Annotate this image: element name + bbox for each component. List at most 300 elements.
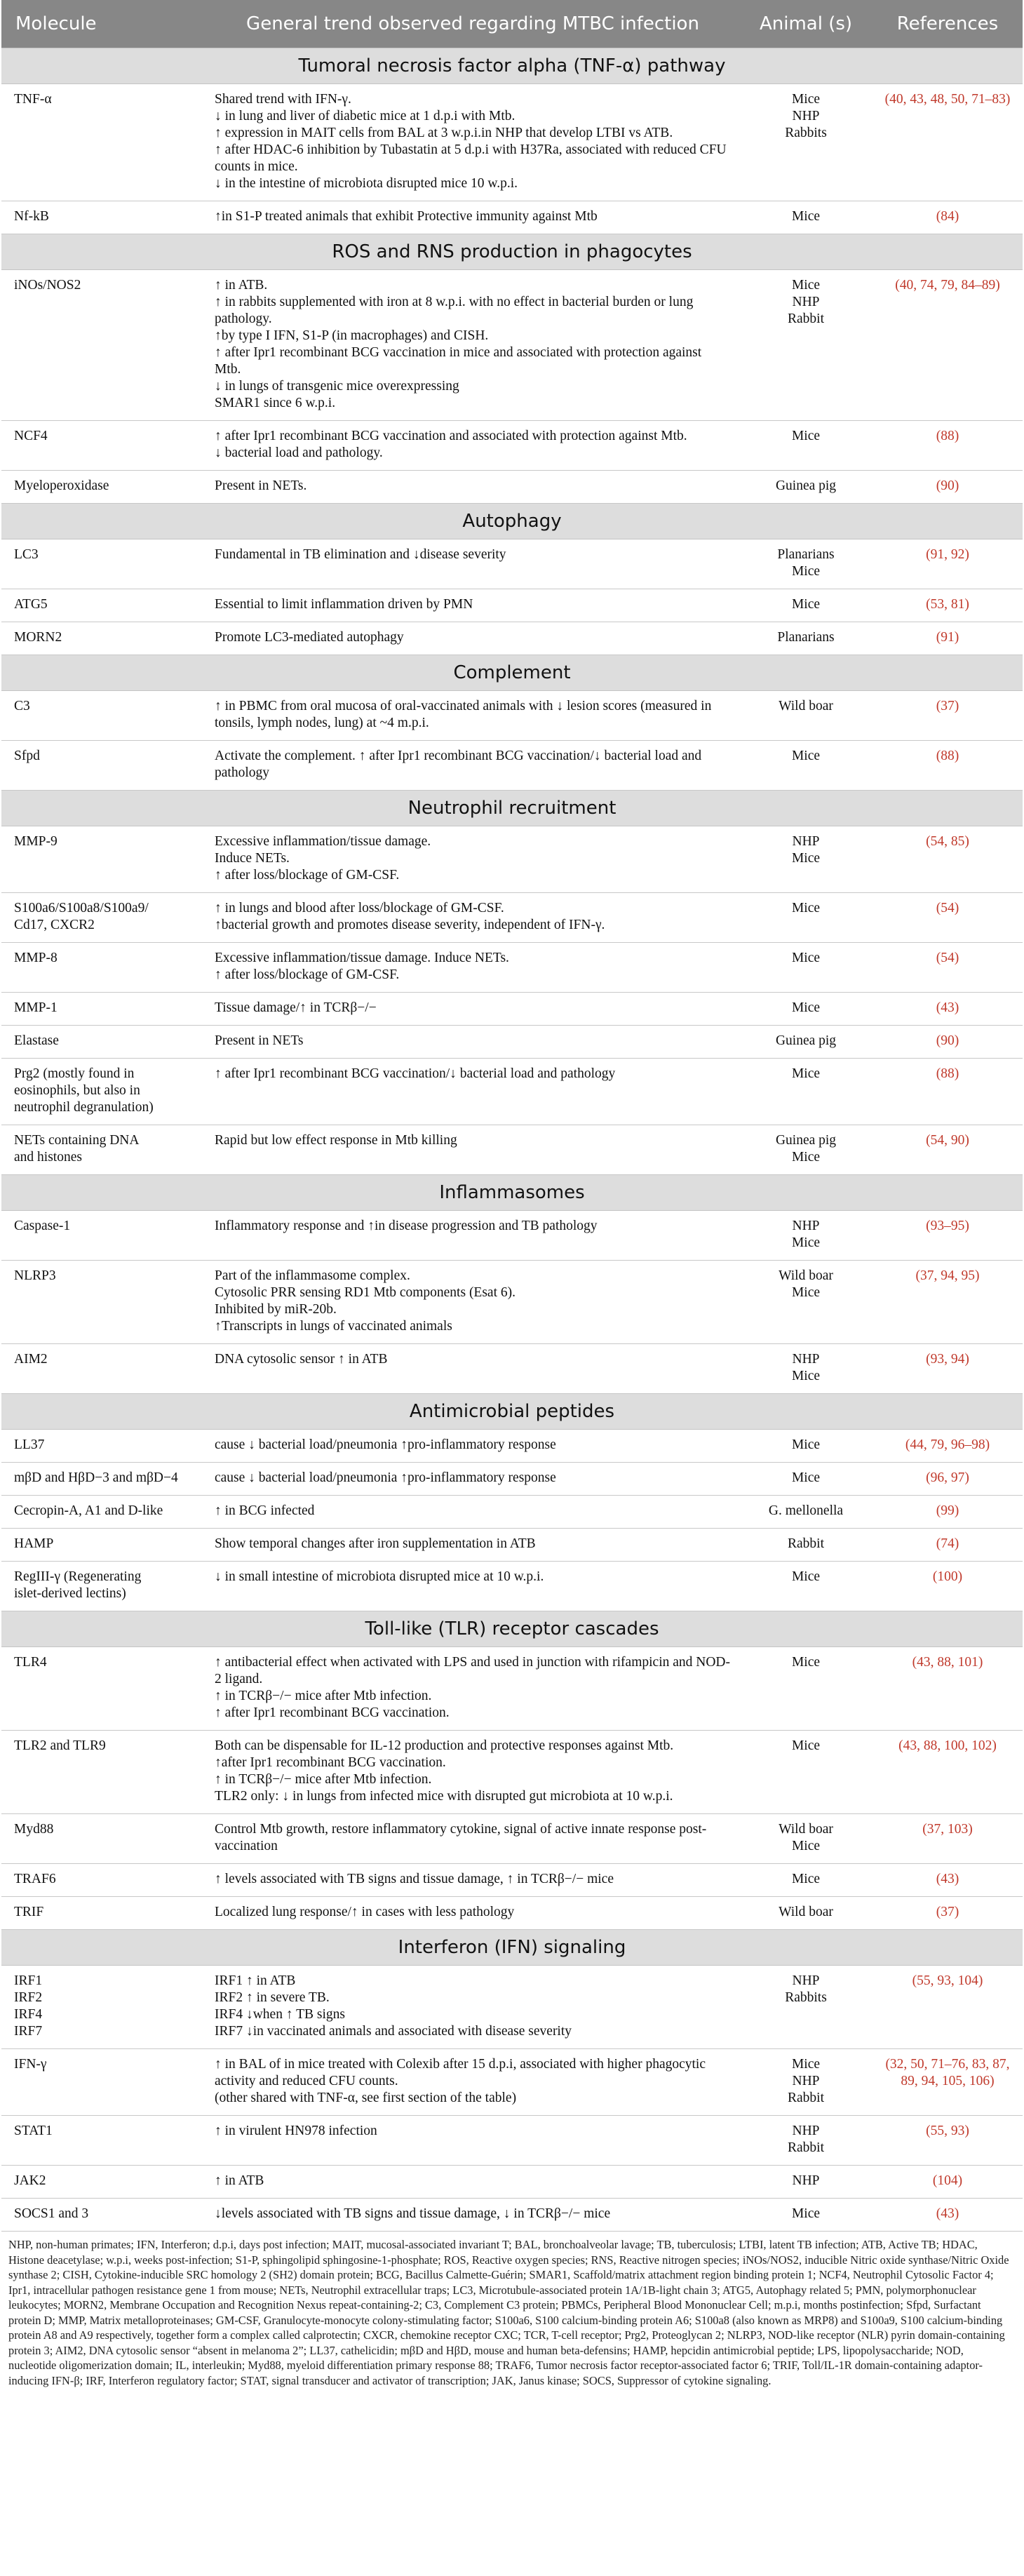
trend-cell — [206, 1261, 739, 1344]
trend-line: (other shared with TNF-α, see first section of the table) — [215, 2091, 517, 2105]
table-row — [1, 1529, 1023, 1562]
references-cell: (43, 88, 100, 102) — [873, 1731, 1023, 1814]
table-row — [1, 1463, 1023, 1496]
table-row — [1, 2199, 1023, 2232]
animal-name: Mice — [791, 92, 821, 107]
references-cell: (37, 103) — [873, 1814, 1023, 1864]
trend-line: Present in NETs — [215, 1033, 304, 1048]
animal-name: Rabbit — [788, 2091, 824, 2105]
trend-cell — [206, 943, 739, 993]
animal-cell — [739, 622, 873, 655]
trend-line: Essential to limit inflammation driven by PMN — [215, 597, 473, 612]
trend-line: Induce NETs. — [215, 851, 290, 866]
trend-line: ↑ in lungs and blood after loss/blockage of GM-CSF. — [215, 901, 504, 915]
references-cell: (54) — [873, 893, 1023, 943]
trend-cell — [206, 471, 739, 504]
molecule-name: MMP-9 — [14, 834, 58, 849]
animal-cell — [739, 2116, 873, 2166]
animal-cell — [739, 1026, 873, 1059]
table-row — [1, 1966, 1023, 2049]
animal-name: Mice — [791, 278, 821, 293]
animal-name: Mice — [791, 1369, 821, 1383]
molecule-cell — [1, 589, 206, 622]
trend-cell — [206, 539, 739, 589]
references-cell: (37) — [873, 691, 1023, 741]
animal-name: Rabbit — [788, 1536, 824, 1551]
table-footnote: NHP, non-human primates; IFN, Interferon; d.p.i, days post infection; MAIT, mucosal-associated invariant T; BAL, bronchoalveolar lavage; TB, tuberculosis; LTBI, latent TB infection; ATB, Active TB; HDAC, Histone deacetylase; w.p.i, weeks post-infection; S1-P, sphingolipid sphingosine-1-phosphate; ROS, Reactive oxygen species; RNS, Reactive nitrogen species; iNOs/NOS2, inducible Nitric oxide synthase/Nitric Oxide synthase 2; CISH, Cytokine-inducible SRC homology 2 (SH2) domain protein; BCG, Bacillus Calmette-Guérin; SMAR1, Scaffold/matrix attachment region binding protein 1; NCF4, Neutrophil Cytosolic Factor 4; Ipr1, intracellular pathogen resistance gene 1 from mouse; NETs, Neutrophil extracellular traps; LC3, Microtubule-associated protein 1A/1B-light chain 3; ATG5, Autophagy related 5; PMN, polymorphonuclear leukocytes; MORN2, Membrane Occupation and Recognition Nexus repeat-containing-2; C3, Complement C3 protein; PBMCs, Peripheral Blood Mononuclear Cell; m.p.i, months postinfection; Sfpd, Surfactant protein D; MMP, Matrix metalloproteinases; GM-CSF, Granulocyte-monocyte colony-stimulating factor; S100a6, S100 calcium-binding protein A6; S100a8 (also known as MRP8) and S100a9, S100 calcium-binding protein A8 and A9 respectively, together form a complex called calprotectin; CXCR, chemokine receptor CXC; TCR, T-cell receptor; Prg2, Proteoglycan 2; NLRP3, NOD-like receptor (NLR) pyrin domain-containing protein 3; AIM2, DNA cytosolic sensor “absent in melanoma 2”; LL37, cathelicidin; mβD and HβD, mouse and human beta-defensins; HAMP, hepcidin antimicrobial peptide; LPS, lipopolysaccharide; NOD, nucleotide oligomerization domain; IL, interleukin; Myd88, myeloid differentiation primary response 88; TRAF6, Tumor necrosis factor receptor-associated factor 6; TRIF, Toll/IL-1R domain-containing adaptor-inducing IFN-β; IRF, Interferon regulatory factor; STAT, signal transducer and activator of transcription; JAK, Janus kinase; SOCS, Suppressor of cytokine signaling. — [8, 2238, 1009, 2387]
molecule-cell — [1, 1966, 206, 2049]
animal-cell — [739, 539, 873, 589]
references-cell: (84) — [873, 201, 1023, 234]
section-header-row — [1, 655, 1023, 691]
trend-cell — [206, 1059, 739, 1125]
molecule-name: Elastase — [14, 1033, 59, 1048]
trend-cell — [206, 1966, 739, 2049]
references-cell: (93, 94) — [873, 1344, 1023, 1394]
molecule-name: SOCS1 and 3 — [14, 2206, 89, 2221]
molecule-name: MMP-1 — [14, 1000, 58, 1015]
trend-line: ↓ bacterial load and pathology. — [215, 445, 383, 460]
molecule-cell — [1, 1897, 206, 1930]
trend-line: ↓ in small intestine of microbiota disrupted mice at 10 w.p.i. — [215, 1569, 544, 1584]
table-row — [1, 589, 1023, 622]
section-header-row — [1, 48, 1023, 84]
animal-cell — [739, 1864, 873, 1897]
animal-cell — [739, 993, 873, 1026]
trend-cell — [206, 201, 739, 234]
animal-cell — [739, 1731, 873, 1814]
header-animal: Animal (s) — [739, 0, 873, 48]
animal-name: Mice — [791, 1150, 821, 1165]
animal-name: NHP — [792, 834, 820, 849]
animal-name: Rabbit — [788, 311, 824, 326]
table-row — [1, 741, 1023, 791]
molecule-name: islet-derived lectins) — [14, 1586, 126, 1601]
animal-cell — [739, 270, 873, 421]
animal-name: Mice — [791, 2057, 821, 2072]
trend-line: Promote LC3-mediated autophagy — [215, 630, 404, 645]
animal-name: Mice — [791, 1839, 821, 1853]
animal-name: Mice — [791, 597, 821, 612]
trend-line: ↑ after loss/blockage of GM-CSF. — [215, 868, 400, 883]
animal-name: NHP — [792, 2173, 820, 2188]
animal-name: NHP — [792, 1219, 820, 1233]
trend-line: ↑ in PBMC from oral mucosa of oral-vaccinated animals with ↓ lesion scores (measured in tonsils, lymph nodes, lung) at ~4 m.p.i. — [215, 699, 712, 730]
table-row — [1, 1496, 1023, 1529]
animal-cell — [739, 1463, 873, 1496]
trend-line: ↓ in the intestine of microbiota disrupted mice 10 w.p.i. — [215, 176, 518, 191]
animal-name: G. mellonella — [768, 1503, 844, 1518]
trend-line: ↑after Ipr1 recombinant BCG vaccination. — [215, 1755, 446, 1770]
trend-line: Both can be dispensable for IL-12 production and protective responses against Mtb. — [215, 1738, 674, 1753]
molecule-name: LL37 — [14, 1437, 45, 1452]
animal-name: Rabbits — [785, 126, 827, 140]
table-row — [1, 2049, 1023, 2116]
molecule-name: Nf-kB — [14, 209, 49, 224]
animal-name: Mice — [791, 1738, 821, 1753]
trend-line: ↑ antibacterial effect when activated with LPS and used in junction with rifampicin and NOD-2 ligand. — [215, 1655, 731, 1686]
trend-line: IRF7 ↓in vaccinated animals and associated with disease severity — [215, 2024, 572, 2039]
animal-cell — [739, 1344, 873, 1394]
trend-line: Excessive inflammation/tissue damage. Induce NETs. — [215, 951, 509, 965]
animal-cell — [739, 1966, 873, 2049]
animal-name: Mice — [791, 749, 821, 763]
table-row — [1, 201, 1023, 234]
animal-cell — [739, 2166, 873, 2199]
trend-cell — [206, 1562, 739, 1611]
trend-cell — [206, 2049, 739, 2116]
animal-name: Mice — [791, 1000, 821, 1015]
molecule-name: MORN2 — [14, 630, 62, 645]
trend-line: Inhibited by miR-20b. — [215, 1302, 337, 1317]
molecule-name: IFN-γ — [14, 2057, 47, 2072]
trend-cell — [206, 1647, 739, 1731]
section-header-row — [1, 234, 1023, 270]
trend-cell — [206, 589, 739, 622]
animal-cell — [739, 943, 873, 993]
table-row — [1, 1562, 1023, 1611]
references-cell: (93–95) — [873, 1211, 1023, 1261]
references-cell: (55, 93) — [873, 2116, 1023, 2166]
molecule-cell — [1, 421, 206, 471]
references-cell: (53, 81) — [873, 589, 1023, 622]
animal-cell — [739, 826, 873, 893]
molecule-cell — [1, 1463, 206, 1496]
molecule-name: mβD and HβD−3 and mβD−4 — [14, 1470, 178, 1485]
table-row — [1, 1731, 1023, 1814]
table-row — [1, 270, 1023, 421]
molecule-name: ATG5 — [14, 597, 48, 612]
molecule-name: iNOs/NOS2 — [14, 278, 81, 293]
references-cell: (43) — [873, 1864, 1023, 1897]
animal-name: NHP — [792, 2124, 820, 2138]
animal-cell — [739, 1897, 873, 1930]
trend-line: TLR2 only: ↓ in lungs from infected mice with disrupted gut microbiota at 10 w.p.i. — [215, 1789, 673, 1804]
molecule-cell — [1, 1430, 206, 1463]
molecule-name: MMP-8 — [14, 951, 58, 965]
trend-line: Shared trend with IFN-γ. — [215, 92, 351, 107]
animal-cell — [739, 1211, 873, 1261]
table-row — [1, 2116, 1023, 2166]
trend-line: ↑ in virulent HN978 infection — [215, 2124, 377, 2138]
trend-line: ↑ after Ipr1 recombinant BCG vaccination. — [215, 1705, 450, 1720]
trend-cell — [206, 1529, 739, 1562]
animal-cell — [739, 589, 873, 622]
references-cell: (44, 79, 96–98) — [873, 1430, 1023, 1463]
animal-cell — [739, 1529, 873, 1562]
animal-cell — [739, 84, 873, 201]
references-cell: (74) — [873, 1529, 1023, 1562]
molecule-name: RegIII-γ (Regenerating — [14, 1569, 142, 1584]
trend-cell — [206, 741, 739, 791]
references-cell: (88) — [873, 421, 1023, 471]
trend-cell — [206, 893, 739, 943]
trend-line: ↑ after Ipr1 recombinant BCG vaccination and associated with protection against Mtb. — [215, 429, 687, 443]
animal-cell — [739, 741, 873, 791]
animal-name: NHP — [792, 1973, 820, 1988]
trend-line: IRF1 ↑ in ATB — [215, 1973, 296, 1988]
trend-cell — [206, 84, 739, 201]
trend-cell — [206, 993, 739, 1026]
molecule-cell — [1, 471, 206, 504]
trend-line: Tissue damage/↑ in TCRβ−/− — [215, 1000, 377, 1015]
trend-line: Fundamental in TB elimination and ↓disease severity — [215, 547, 506, 562]
animal-cell — [739, 1562, 873, 1611]
animal-cell — [739, 1647, 873, 1731]
animal-name: NHP — [792, 295, 820, 309]
references-cell: (43, 88, 101) — [873, 1647, 1023, 1731]
trend-line: Inflammatory response and ↑in disease progression and TB pathology — [215, 1219, 598, 1233]
animal-cell — [739, 893, 873, 943]
trend-line: ↑ in TCRβ−/− mice after Mtb infection. — [215, 1689, 432, 1703]
molecule-cell — [1, 2049, 206, 2116]
animal-cell — [739, 1814, 873, 1864]
references-cell: (54) — [873, 943, 1023, 993]
molecule-name: NETs containing DNA — [14, 1133, 140, 1148]
trend-cell — [206, 1344, 739, 1394]
table-row — [1, 1125, 1023, 1175]
molecule-cell — [1, 993, 206, 1026]
references-cell: (43) — [873, 2199, 1023, 2232]
table-row — [1, 1026, 1023, 1059]
animal-name: Rabbit — [788, 2140, 824, 2155]
table-row — [1, 84, 1023, 201]
trend-cell — [206, 1496, 739, 1529]
trend-cell — [206, 2116, 739, 2166]
molecule-cell — [1, 691, 206, 741]
section-title: Toll-like (TLR) receptor cascades — [1, 1611, 1023, 1647]
trend-cell — [206, 1864, 739, 1897]
molecule-name: LC3 — [14, 547, 39, 562]
animal-name: Mice — [791, 564, 821, 579]
animal-name: Wild boar — [779, 1822, 833, 1837]
trend-line: ↑ in ATB. — [215, 278, 268, 293]
trend-line: DNA cytosolic sensor ↑ in ATB — [215, 1352, 388, 1367]
molecule-cell — [1, 84, 206, 201]
header-molecule: Molecule — [1, 0, 206, 48]
molecule-cell — [1, 943, 206, 993]
molecule-name: Cd17, CXCR2 — [14, 918, 95, 932]
molecule-cell — [1, 741, 206, 791]
molecule-name: Cecropin-A, A1 and D-like — [14, 1503, 163, 1518]
animal-cell — [739, 471, 873, 504]
molecule-cell — [1, 893, 206, 943]
molecule-cell — [1, 1261, 206, 1344]
molecule-name: JAK2 — [14, 2173, 46, 2188]
trend-cell — [206, 1125, 739, 1175]
molecule-name: TLR4 — [14, 1655, 47, 1670]
table-row — [1, 421, 1023, 471]
references-cell: (54, 85) — [873, 826, 1023, 893]
trend-line: Present in NETs. — [215, 478, 307, 493]
table-row — [1, 539, 1023, 589]
trend-line: IRF2 ↑ in severe TB. — [215, 1990, 330, 2005]
trend-cell — [206, 1430, 739, 1463]
molecule-name: TRAF6 — [14, 1872, 56, 1886]
trend-line: Control Mtb growth, restore inflammatory cytokine, signal of active innate response post-vaccination — [215, 1822, 707, 1853]
molecule-name: and histones — [14, 1150, 82, 1165]
trend-line: Excessive inflammation/tissue damage. — [215, 834, 431, 849]
molecule-name: TRIF — [14, 1905, 44, 1919]
animal-name: Guinea pig — [775, 1033, 837, 1048]
animal-name: Rabbits — [785, 1990, 827, 2005]
trend-line: ↑ in BCG infected — [215, 1503, 315, 1518]
molecule-name: IRF2 — [14, 1990, 43, 2005]
references-cell: (96, 97) — [873, 1463, 1023, 1496]
molecule-name: AIM2 — [14, 1352, 48, 1367]
animal-name: Guinea pig — [775, 478, 837, 493]
trend-line: ↑by type I IFN, S1-P (in macrophages) and CISH. — [215, 328, 489, 343]
molecule-name: HAMP — [14, 1536, 54, 1551]
references-cell: (104) — [873, 2166, 1023, 2199]
table-row — [1, 1261, 1023, 1344]
trend-line: ↑Transcripts in lungs of vaccinated animals — [215, 1319, 452, 1334]
animal-cell — [739, 1059, 873, 1125]
molecule-cell — [1, 2116, 206, 2166]
molecule-name: TLR2 and TLR9 — [14, 1738, 106, 1753]
molecule-cell — [1, 2199, 206, 2232]
trend-cell — [206, 1814, 739, 1864]
trend-line: ↑ after loss/blockage of GM-CSF. — [215, 967, 400, 982]
trend-cell — [206, 691, 739, 741]
animal-name: Mice — [791, 2206, 821, 2221]
animal-name: Guinea pig — [775, 1133, 837, 1148]
trend-cell — [206, 421, 739, 471]
molecule-name: Myeloperoxidase — [14, 478, 109, 493]
animal-cell — [739, 1125, 873, 1175]
animal-cell — [739, 2199, 873, 2232]
section-title: Interferon (IFN) signaling — [1, 1930, 1023, 1966]
molecule-cell — [1, 1059, 206, 1125]
molecule-name: IRF1 — [14, 1973, 43, 1988]
table-row — [1, 1430, 1023, 1463]
molecule-cell — [1, 1731, 206, 1814]
animal-cell — [739, 1430, 873, 1463]
molecule-name: Caspase-1 — [14, 1219, 71, 1233]
trend-line: IRF4 ↓when ↑ TB signs — [215, 2007, 345, 2022]
animal-name: NHP — [792, 109, 820, 123]
trend-cell — [206, 1463, 739, 1496]
section-title: Tumoral necrosis factor alpha (TNF-α) pathway — [1, 48, 1023, 84]
animal-cell — [739, 2049, 873, 2116]
animal-name: Wild boar — [779, 699, 833, 713]
molecule-cell — [1, 1125, 206, 1175]
animal-name: Mice — [791, 901, 821, 915]
trend-line: Localized lung response/↑ in cases with less pathology — [215, 1905, 515, 1919]
trend-cell — [206, 1026, 739, 1059]
animal-cell — [739, 201, 873, 234]
trend-line: ↑ levels associated with TB signs and tissue damage, ↑ in TCRβ−/− mice — [215, 1872, 614, 1886]
trend-line: ↑ in ATB — [215, 2173, 264, 2188]
references-cell: (32, 50, 71–76, 83, 87, 89, 94, 105, 106) — [873, 2049, 1023, 2116]
animal-name: Wild boar — [779, 1268, 833, 1283]
section-title: Neutrophil recruitment — [1, 791, 1023, 826]
trend-line: ↓ in lungs of transgenic mice overexpressing — [215, 379, 459, 394]
molecule-cell — [1, 201, 206, 234]
trend-line: ↑bacterial growth and promotes disease severity, independent of IFN-γ. — [215, 918, 605, 932]
trend-line: ↓levels associated with TB signs and tissue damage, ↓ in TCRβ−/− mice — [215, 2206, 611, 2221]
molecule-cell — [1, 539, 206, 589]
trend-cell — [206, 826, 739, 893]
molecule-cell — [1, 1344, 206, 1394]
animal-name: NHP — [792, 2074, 820, 2088]
section-header-row — [1, 1394, 1023, 1430]
animal-name: Planarians — [777, 630, 835, 645]
references-cell: (37) — [873, 1897, 1023, 1930]
references-cell: (91, 92) — [873, 539, 1023, 589]
section-title: Complement — [1, 655, 1023, 691]
table-row — [1, 1059, 1023, 1125]
molecule-name: NLRP3 — [14, 1268, 56, 1283]
molecule-cell — [1, 826, 206, 893]
table-row — [1, 2166, 1023, 2199]
animal-cell — [739, 1261, 873, 1344]
animal-name: Planarians — [777, 547, 835, 562]
references-cell: (40, 74, 79, 84–89) — [873, 270, 1023, 421]
references-cell: (90) — [873, 1026, 1023, 1059]
trend-cell — [206, 2166, 739, 2199]
table-row — [1, 1647, 1023, 1731]
animal-name: Mice — [791, 209, 821, 224]
molecule-name: IRF7 — [14, 2024, 43, 2039]
header-references: References — [873, 0, 1023, 48]
references-cell: (90) — [873, 471, 1023, 504]
section-title: Antimicrobial peptides — [1, 1394, 1023, 1430]
animal-name: Mice — [791, 1872, 821, 1886]
molecule-name: C3 — [14, 699, 30, 713]
table-row — [1, 993, 1023, 1026]
molecule-cell — [1, 1864, 206, 1897]
trend-cell — [206, 270, 739, 421]
trend-cell — [206, 2199, 739, 2232]
section-title: Inflammasomes — [1, 1175, 1023, 1211]
table-row — [1, 826, 1023, 893]
trend-line: ↑ in TCRβ−/− mice after Mtb infection. — [215, 1772, 432, 1787]
molecule-cell — [1, 1647, 206, 1731]
molecule-name: neutrophil degranulation) — [14, 1100, 154, 1115]
table-row — [1, 1344, 1023, 1394]
trend-line: ↑ in BAL of in mice treated with Colexib after 15 d.p.i, associated with higher phagocytic activity and reduced CFU counts. — [215, 2057, 706, 2088]
animal-name: Mice — [791, 951, 821, 965]
trend-line: Rapid but low effect response in Mtb killing — [215, 1133, 457, 1148]
trend-line: ↑ expression in MAIT cells from BAL at 3 w.p.i.in NHP that develop LTBI vs ATB. — [215, 126, 673, 140]
animal-cell — [739, 1496, 873, 1529]
section-header-row — [1, 1175, 1023, 1211]
trend-line: Cytosolic PRR sensing RD1 Mtb components (Esat 6). — [215, 1285, 516, 1300]
references-cell: (99) — [873, 1496, 1023, 1529]
molecule-name: STAT1 — [14, 2124, 53, 2138]
molecule-cell — [1, 622, 206, 655]
references-cell: (88) — [873, 741, 1023, 791]
trend-line: ↑in S1-P treated animals that exhibit Protective immunity against Mtb — [215, 209, 598, 224]
trend-cell — [206, 1897, 739, 1930]
table-row — [1, 471, 1023, 504]
animal-name: Mice — [791, 1066, 821, 1081]
table-header — [1, 0, 1023, 48]
trend-cell — [206, 1731, 739, 1814]
molecule-cell — [1, 1562, 206, 1611]
animal-name: Wild boar — [779, 1905, 833, 1919]
molecule-name: Prg2 (mostly found in — [14, 1066, 135, 1081]
section-header-row — [1, 504, 1023, 539]
trend-line: cause ↓ bacterial load/pneumonia ↑pro-inflammatory response — [215, 1470, 556, 1485]
animal-name: NHP — [792, 1352, 820, 1367]
animal-name: Mice — [791, 1470, 821, 1485]
molecule-name: eosinophils, but also in — [14, 1083, 140, 1098]
trend-line: Show temporal changes after iron supplementation in ATB — [215, 1536, 536, 1551]
molecule-name: Myd88 — [14, 1822, 54, 1837]
molecule-name: Sfpd — [14, 749, 40, 763]
